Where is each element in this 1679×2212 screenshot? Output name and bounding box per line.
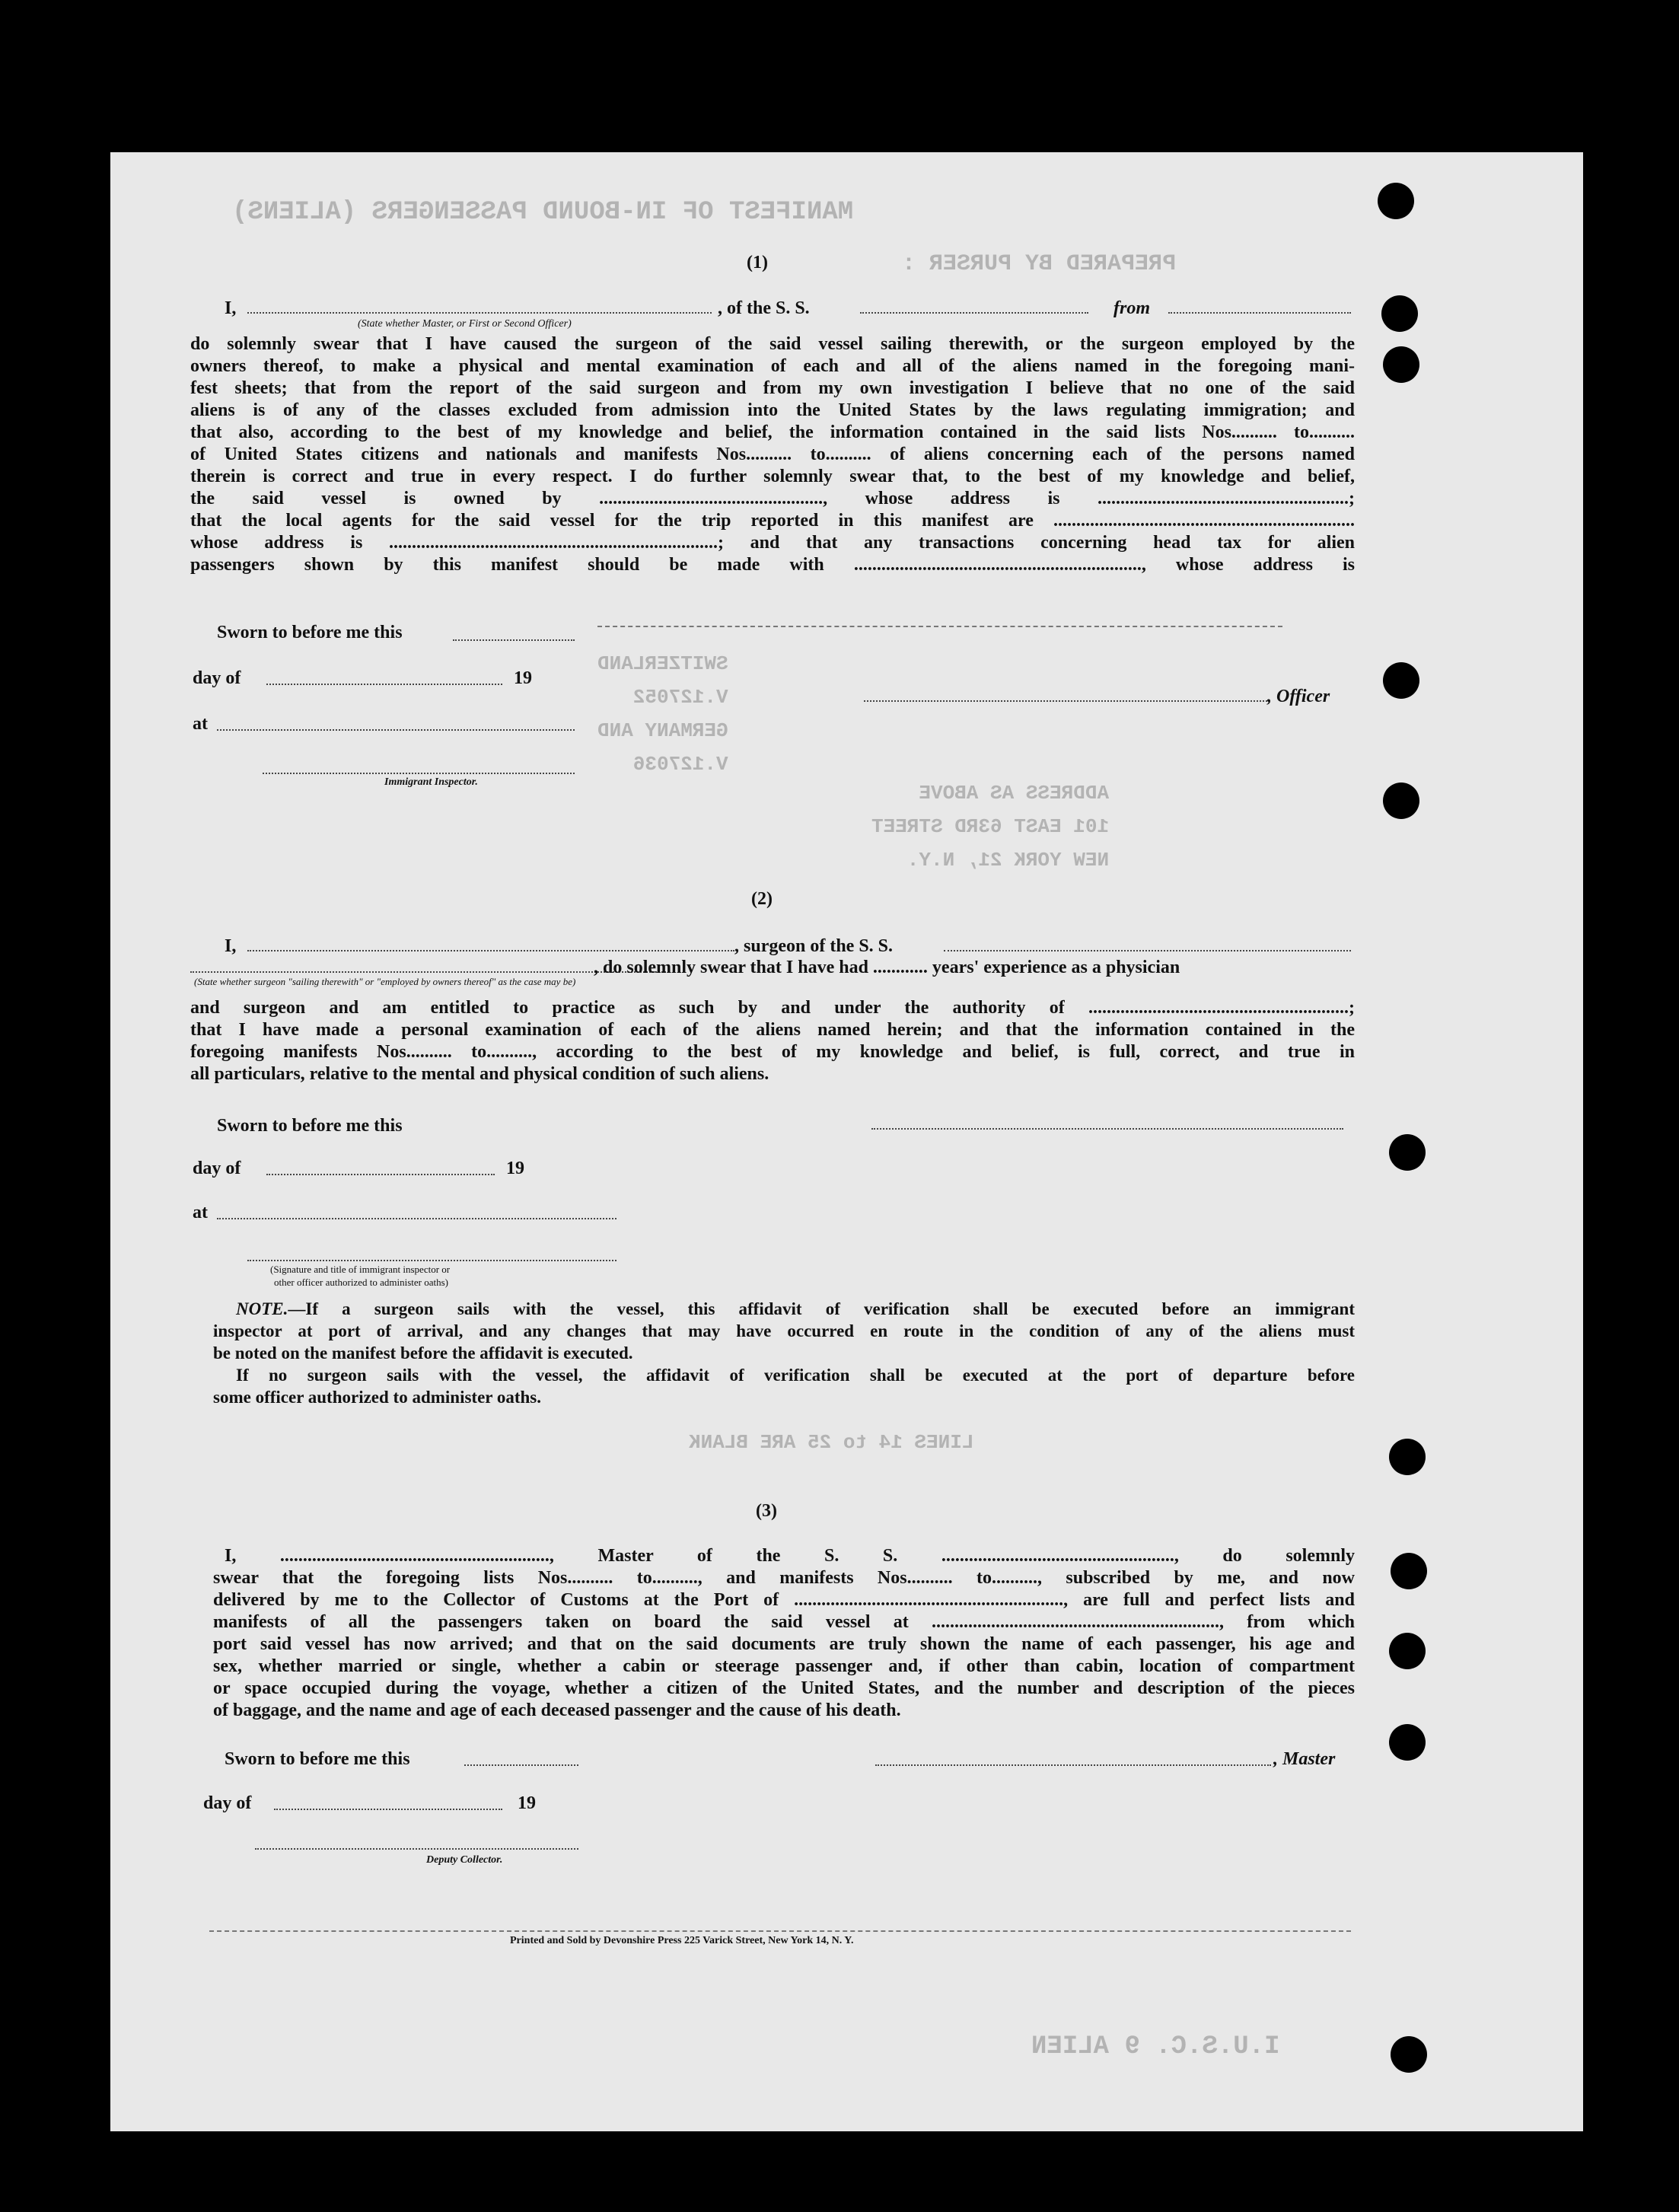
master-name-line [247, 312, 712, 314]
section-2-number: (2) [751, 889, 773, 909]
master-label: , Master [1273, 1749, 1336, 1769]
day-line-1 [266, 684, 502, 685]
section-1-number: (1) [747, 253, 768, 273]
year-19-label-2: 19 [506, 1159, 524, 1178]
sworn-label-2: Sworn to before me this [217, 1116, 403, 1136]
deputy-signature-line [255, 1848, 578, 1850]
manifest-page [110, 152, 1583, 2131]
of-the-ss-label: , of the S. S. [718, 298, 810, 318]
bleed-through-block: SWITZERLAND V.127052 GERMANY AND V.127036 [597, 652, 728, 776]
section-1-affidavit: do solemnly swear that I have caused the surgeon of the said vessel sailing therewith, or the surgeon employed by the owners thereof, to make a physical and mental examination of each and all of the aliens named in the foregoing mani- fest sheets; that from the report of the said surgeon and from my own investigation I believe that no one of the said aliens is of any of the classes excluded from admission into the United States by the laws regulating immigration; and that also, according to the best of my knowledge and belief, the information contained in the said lists Nos.......... to.......... of United States citizens and nationals and manifests Nos.......... to.......... of aliens concerning each of the persons named therein is correct and true in every respect. I do further solemnly swear that, to the best of my knowledge and belief, the said vessel is owned by ................................................., whose address is .......................................................; that the local agents for the said vessel for the trip reported in this manifest are .................................................................. whose address is ........................................................................; and that any transactions concerning head tax for alien passengers shown by this manifest should be made with ..............................................................., whose address is [190, 334, 1355, 575]
surgeon-name-line [247, 950, 734, 951]
bleed-through-header: PREPARED BY PURSER : [902, 251, 1177, 277]
sworn-label-3: Sworn to before me this [225, 1749, 410, 1769]
punch-hole [1391, 1553, 1427, 1589]
section-3-number: (3) [756, 1501, 777, 1521]
bleed-through-block: LINES 14 to 25 ARE BLANK [689, 1431, 974, 1454]
note-label: NOTE. [236, 1299, 288, 1318]
punch-hole [1389, 1724, 1426, 1761]
at-label-2: at [193, 1203, 208, 1222]
punch-hole [1383, 346, 1419, 383]
section-3-affidavit: I, ..........................................................., Master of the S. S. ..................................................., do solemnly swear that the foregoing lists Nos.......... to.........., and manifests Nos.......... to.........., subscribed by me, and now delivered by me to the Collector of Customs at the Port of ..........................................................., are full and perfect lists and manifests of all the passengers taken on board the said vessel at ..............................................................., from which port said vessel has now arrived; and that on the said documents are truly shown the name of each passenger, his age and sex, whether married or single, whether a cabin or steerage passenger and, if other than cabin, location of compartment or space occupied during the voyage, whether a citizen of the United States, and the number and description of the pieces of baggage, and the name and age of each deceased passenger and the cause of his death. [213, 1546, 1355, 1720]
surgeon-signature-line [871, 1128, 1343, 1130]
from-label: from [1113, 298, 1150, 318]
signature-note-2: other officer authorized to administer oaths) [274, 1277, 448, 1288]
sworn-label-1: Sworn to before me this [217, 623, 403, 642]
day-of-label-3: day of [203, 1793, 252, 1813]
year-19-label-1: 19 [514, 668, 532, 688]
note-paragraph: NOTE.—If a surgeon sails with the vessel, this affidavit of verification shall be executed before an immigrant inspector at port of arrival, and any changes that may have occurred en route in the condition of any of the aliens must be noted on the manifest before the affidavit is executed. If no surgeon sails with the vessel, the affidavit of verification shall be executed at the port of departure before some officer authorized to administer oaths. [213, 1299, 1355, 1407]
master-signature-line [875, 1764, 1271, 1766]
surgeon-vessel-line [944, 950, 1351, 951]
vessel-name-line [860, 312, 1088, 314]
punch-hole [1383, 782, 1419, 819]
punch-hole [1381, 295, 1418, 332]
at-line-2 [217, 1218, 616, 1219]
surgeon-status-note: (State whether surgeon "sailing therewith" or "employed by owners thereof" as the case may be) [194, 976, 576, 987]
from-port-line [1168, 312, 1351, 314]
bleed-through-block: ADDRESS AS ABOVE 101 EAST 63RD STREET NEW YORK 21, N.Y. [871, 782, 1110, 872]
footer-rule [209, 1930, 1351, 1932]
punch-hole [1389, 1439, 1426, 1475]
signature-note-1: (Signature and title of immigrant inspector or [270, 1264, 451, 1275]
punch-hole [1391, 2036, 1427, 2073]
inspector-signature-line-2 [247, 1260, 616, 1261]
bleed-through-header: MANIFEST OF IN-BOUND PASSENGERS (ALIENS) [232, 198, 854, 227]
day-line-2 [266, 1174, 495, 1175]
oath-opening: I, [225, 298, 237, 318]
day-line-3 [274, 1809, 502, 1810]
section-2-affidavit: and surgeon and am entitled to practice as such by and under the authority of .........................................................; that I have made a personal examination of each of the aliens named herein; and that the information contained in the foregoing manifests Nos.......... to.........., according to the best of my knowledge and belief, is full, correct, and true in all particulars, relative to the mental and physical condition of such aliens. [190, 998, 1355, 1084]
day-of-label-2: day of [193, 1159, 241, 1178]
sworn-line-1 [453, 639, 575, 641]
surgeon-opening: I, [225, 936, 237, 956]
day-of-label-1: day of [193, 668, 241, 688]
surgeon-swear-label: , do solemnly swear that I have had ............ years' experience as a physician [594, 958, 1180, 977]
officer-line-top [597, 626, 1282, 627]
master-note: (State whether Master, or First or Second Officer) [358, 318, 572, 330]
at-line-1 [217, 729, 575, 731]
printer-imprint: Printed and Sold by Devonshire Press 225 Varick Street, New York 14, N. Y. [510, 1935, 854, 1946]
bleed-through-block: I.U.S.C. 9 ALIEN [1031, 2032, 1280, 2061]
surgeon-of-ss-label: , surgeon of the S. S. [734, 936, 894, 956]
punch-hole [1378, 183, 1414, 219]
at-label-1: at [193, 714, 208, 734]
deputy-collector-label: Deputy Collector. [426, 1854, 503, 1866]
officer-label: , Officer [1267, 687, 1330, 706]
punch-hole [1389, 1134, 1426, 1171]
year-19-label-3: 19 [518, 1793, 536, 1813]
officer-signature-line [864, 700, 1267, 702]
punch-hole [1389, 1633, 1426, 1669]
inspector-signature-line-1 [263, 773, 575, 774]
inspector-title-1: Immigrant Inspector. [384, 776, 478, 788]
punch-hole [1383, 662, 1419, 699]
sworn-line-3 [464, 1764, 578, 1766]
